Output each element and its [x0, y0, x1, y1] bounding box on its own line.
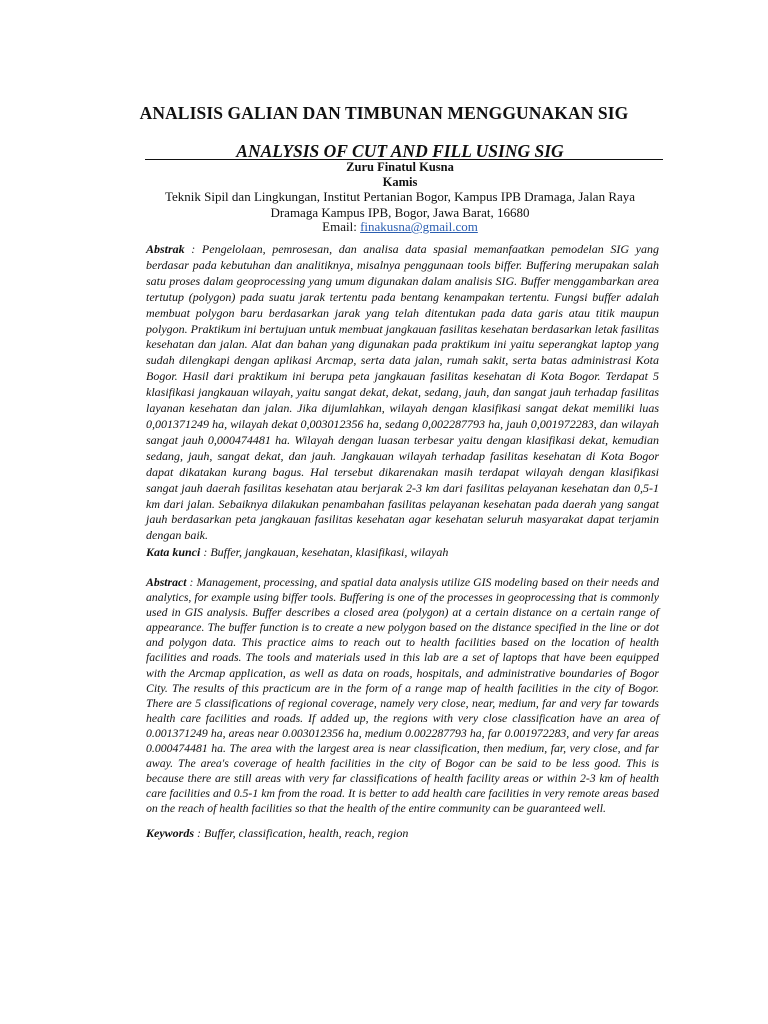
- kata-kunci-label: Kata kunci: [146, 545, 201, 559]
- email-link[interactable]: finakusna@gmail.com: [360, 219, 478, 234]
- keywords-label: Keywords: [146, 826, 194, 840]
- abstract-paragraph: [146, 575, 659, 817]
- affiliation-line-2: Dramaga Kampus IPB, Bogor, Jawa Barat, 16680: [270, 205, 530, 220]
- abstrak-text: : Pengelolaan, pemrosesan, dan analisa data spasial memanfaatkan pemodelan SIG yang berdasar pada kebutuhan dan analitiknya, misalnya penggunaan tools biffer. Buffering merupakan salah satu proses dalam geoprocessing yang umum digunakan dalam analisis SIG. Buffer menggambarkan area tertutup (polygon) pada suatu jarak tertentu pada bentang kenampakan tertentu. Fungsi buffer adalah membuat polygon baru berdasarkan jarak yang telah ditentukan pada data garis atau titik maupun polygon. Praktikum ini bertujuan untuk membuat jangkauan fasilitas kesehatan berdasarkan letak fasilitas kesehatan dan jalan. Alat dan bahan yang digunakan pada praktikum ini yaitu seperangkat laptop yang sudah dilengkapi dengan aplikasi Arcmap, serta data jalan, rumah sakit, serta batas administrasi Kota Bogor. Hasil dari praktikum ini berupa peta jangkauan fasilitas kesehatan di Kota Bogor. Terdapat 5 klasifikasi jangkauan wilayah, yaitu sangat dekat, dekat, sedang, jauh, dan sangat jauh terhadap fasilitas layanan kesehatan dan jalan. Jika dijumlahkan, wilayah dengan klasifikasi sangat dekat memiliki luas 0,001371249 ha, wilayah dekat 0,003012356 ha, sedang 0,002287793 ha, jauh 0,001972283, dan wilayah sangat jauh 0,000474481 ha. Wilayah dengan luasan terbesar yaitu dengan klasifikasi dekat, kemudian sedang, jauh, sangat dekat, dan jauh. Jangkauan wilayah terhadap fasilitas kesehatan di Kota Bogor dapat dikatakan kurang bagus. Hal tersebut dikarenakan masih terdapat wilayah dengan klasifikasi sangat jauh daerah fasilitas kesehatan atau berjarak 2-3 km dari fasilitas pelayanan kesehatan dan 0,5-1 km dari jalan. Sebaiknya dilakukan penambahan fasilitas pelayanan kesehatan pada daerah yang sangat jauh berdasarkan peta jangkauan fasilitas kesehatan agar kesehatan seluruh masyarakat dapat terjamin dengan baik.: [146, 242, 659, 543]
- abstract-label: Abstract: [146, 576, 187, 589]
- abstrak-label: Abstrak: [146, 242, 185, 256]
- paper-subtitle: ANALYSIS OF CUT AND FILL USING SIG: [236, 141, 564, 161]
- abstrak-paragraph: [146, 242, 659, 544]
- kata-kunci-text: : Buffer, jangkauan, kesehatan, klasifikasi, wilayah: [200, 545, 449, 559]
- paper-title: ANALISIS GALIAN DAN TIMBUNAN MENGGUNAKAN SIG: [139, 103, 629, 123]
- keywords-text: : Buffer, classification, health, reach, region: [194, 826, 409, 840]
- affiliation-line-1: Teknik Sipil dan Lingkungan, Institut Pertanian Bogor, Kampus IPB Dramaga, Jalan Raya: [164, 189, 636, 204]
- kata-kunci-paragraph: [146, 545, 659, 561]
- abstract-text: : Management, processing, and spatial data analysis utilize GIS modeling based on their needs and analytics, for example using biffer tools. Buffering is one of the processes in geoprocessing that is commonly used in GIS analysis. Buffer describes a closed area (polygon) at a certain distance on a certain range of appearance. The buffer function is to create a new polygon based on the distance specified in the line or dot and polygon data. This practice aims to reach out to health facilities based on the location of health facilities and roads. The tools and materials used in this lab are a set of laptops that have been equipped with the Arcmap application, as well as data on roads, hospitals, and administrative boundaries of Bogor City. The results of this practicum are in the form of a range map of health facilities in the city of Bogor. There are 5 classifications of regional coverage, namely very close, near, medium, far and very far towards health care facilities and roads. If added up, the regions with very close classification have an area of 0.001371249 ha, areas near 0.003012356 ha, medium 0.002287793 ha, far 0.001972283, and very far areas 0.000474481 ha. The area with the largest area is near classification, then medium, far, very close, and far away. The area's coverage of health facilities in the city of Bogor can be said to be less good. This is because there are still areas with very far classifications of health facility areas or within 2-3 km of health care facilities and 0.5-1 km from the road. It is better to add health care facilities in very remote areas based on the reach of health facilities so that the health of the entire community can be guaranteed well.: [146, 576, 659, 816]
- author-day: Kamis: [382, 175, 418, 189]
- keywords-paragraph: [146, 826, 659, 842]
- email-line: [0, 219, 768, 235]
- author-name: Zuru Finatul Kusna: [346, 160, 454, 174]
- email-label: Email:: [322, 219, 361, 234]
